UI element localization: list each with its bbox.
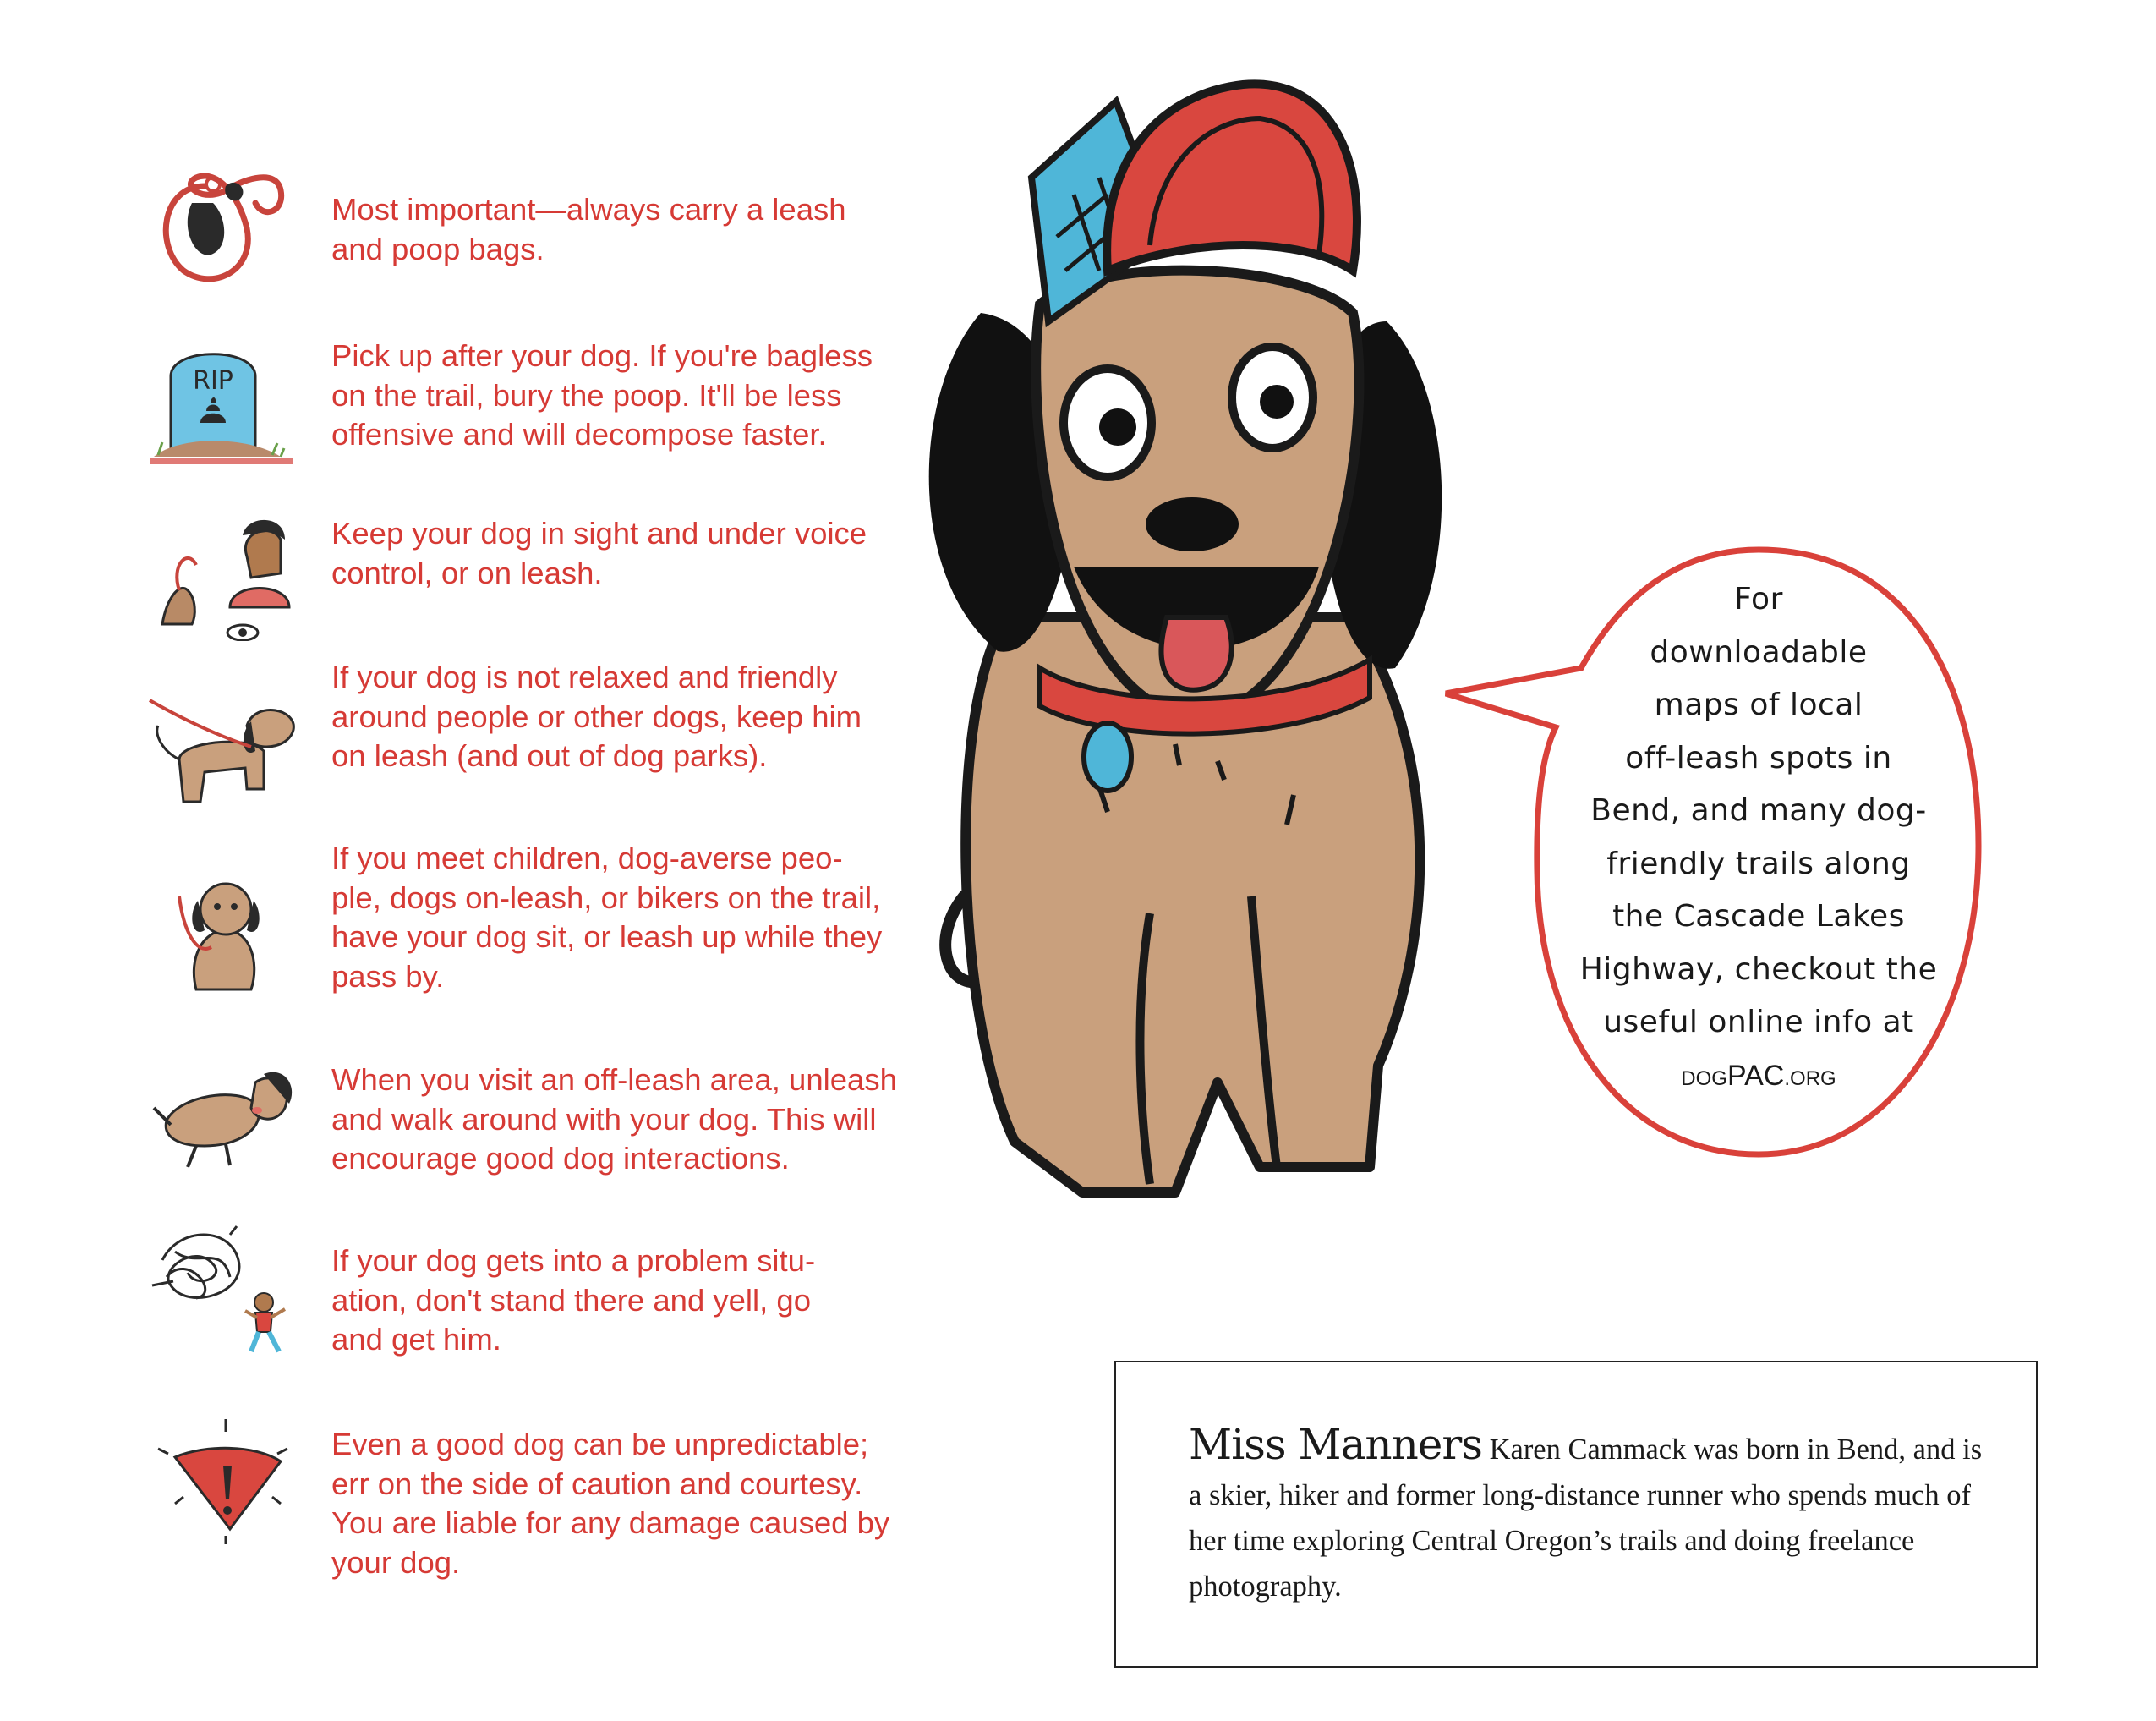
- playing-dog-icon: [145, 1044, 298, 1180]
- tip-1-text: Most important—always carry a leash and poop bags.: [331, 192, 846, 266]
- tip-4-text: If your dog is not relaxed and friendly around people or other dogs, keep him on leash (and out of dog parks).: [331, 660, 862, 773]
- person-calling-dog-icon: [145, 506, 298, 641]
- bubble-message: [1564, 573, 1953, 1105]
- tip-8-text: Even a good dog can be unpredictable; err on the side of caution and courtesy. You are liable for any damage caused by your dog.: [331, 1427, 890, 1580]
- tips-list: [0, 0, 947, 1607]
- bubble-line: maps of local: [1654, 688, 1863, 722]
- dogpac-website-link[interactable]: DOGPAC.ORG: [1681, 1059, 1836, 1092]
- tip-7-text: If your dog gets into a problem situ- ation, don't stand there and yell, go and get him.: [331, 1243, 816, 1357]
- bubble-line: off-leash spots in: [1625, 740, 1892, 776]
- bubble-line: friendly trails along: [1606, 846, 1911, 881]
- rip-tombstone-icon: [145, 330, 298, 465]
- tip-5-text: If you meet children, dog-averse peo- ple, dogs on-leash, or bikers on the trail, have your dog sit, or leash up while they pass by.: [331, 841, 883, 994]
- bubble-line: downloadable: [1650, 634, 1868, 670]
- sitting-dog-icon: [145, 863, 298, 998]
- dog-mascot-illustration: [896, 68, 1488, 1218]
- speech-bubble: [1437, 541, 2029, 1167]
- dog-fight-icon: [145, 1218, 298, 1353]
- author-bio-box: [1114, 1361, 2038, 1668]
- leash-and-poop-bag-icon: [145, 152, 298, 288]
- warning-sign-icon: [145, 1411, 298, 1546]
- tip-3-text: Keep your dog in sight and under voice control, or on leash.: [331, 516, 867, 590]
- bubble-line: Highway, checkout the: [1579, 951, 1938, 987]
- author-name: Miss Manners: [1189, 1420, 1482, 1469]
- tip-6-text: When you visit an off-leash area, unleash and walk around with your dog. This will encourage good dog interactions.: [331, 1062, 897, 1176]
- rip-label: RIP: [193, 366, 233, 396]
- tip-2-text: Pick up after your dog. If you're bagless on the trail, bury the poop. It'll be less offensive and will decompose faster.: [331, 338, 873, 452]
- author-bio-text: Karen Cammack was born in Bend, and is a skier, hiker and former long-distance runner who spends much of her time exploring Central Oregon’s trails and doing freelance photography.: [1189, 1433, 1983, 1603]
- author-bio: [1189, 1422, 1992, 1609]
- bubble-line: For: [1734, 582, 1783, 617]
- leashed-dog-icon: [145, 683, 298, 819]
- bubble-line: useful online info at: [1603, 1005, 1914, 1039]
- bubble-line: the Cascade Lakes: [1612, 899, 1905, 934]
- bubble-line: Bend, and many dog-: [1590, 793, 1927, 828]
